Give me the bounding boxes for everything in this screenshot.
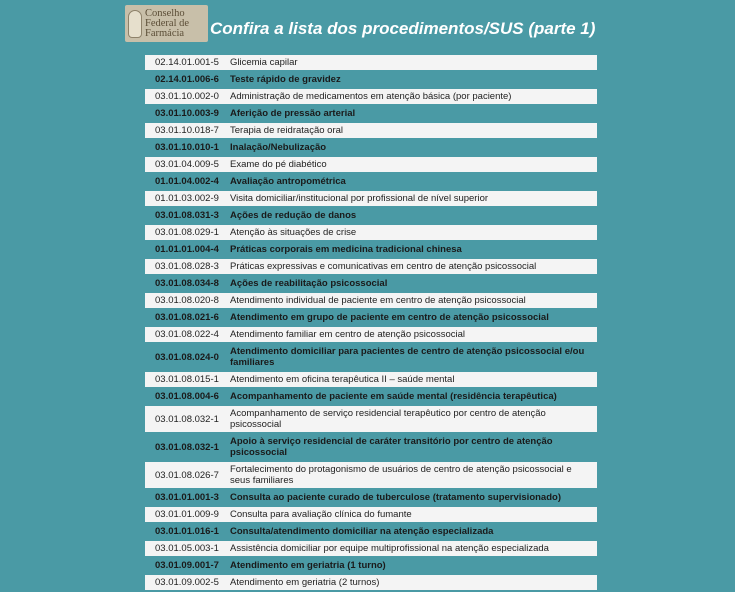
table-row xyxy=(145,191,597,206)
table-row xyxy=(145,242,597,257)
table-row xyxy=(145,389,597,404)
procedure-description: Atenção às situações de crise xyxy=(230,227,357,238)
procedure-code: 03.01.10.003-9 xyxy=(155,108,219,119)
table-row xyxy=(145,558,597,573)
logo-line-3: Farmácia xyxy=(145,27,185,39)
table-row xyxy=(145,276,597,291)
table-row xyxy=(145,406,597,432)
procedure-description: Atendimento em geriatria (2 turnos) xyxy=(230,577,380,588)
logo-text xyxy=(145,9,189,39)
procedure-code: 03.01.01.009-9 xyxy=(155,509,219,520)
procedure-description: Consulta para avaliação clínica do fumante xyxy=(230,509,412,520)
table-row xyxy=(145,344,597,370)
table-row xyxy=(145,524,597,539)
table-row xyxy=(145,157,597,172)
procedure-description: Visita domiciliar/institucional por profissional de nível superior xyxy=(230,193,489,204)
procedure-code: 03.01.08.022-4 xyxy=(155,329,219,340)
logo-line-1: Conselho xyxy=(145,7,185,19)
procedure-description: Consulta/atendimento domiciliar na atenção especializada xyxy=(230,526,494,537)
procedure-description: Atendimento domiciliar para pacientes de centro de atenção psicossocial e/ou familiares xyxy=(230,346,585,368)
procedure-description: Atendimento em oficina terapêutica II – saúde mental xyxy=(230,374,455,385)
table-row xyxy=(145,541,597,556)
procedure-code: 01.01.03.002-9 xyxy=(155,193,219,204)
procedure-code: 03.01.08.021-6 xyxy=(155,312,219,323)
procedure-description: Terapia de reidratação oral xyxy=(230,125,344,136)
procedure-code: 03.01.10.018-7 xyxy=(155,125,219,136)
procedure-description: Ações de redução de danos xyxy=(230,210,357,221)
table-row xyxy=(145,507,597,522)
procedure-description: Exame do pé diabético xyxy=(230,159,327,170)
procedure-code: 03.01.08.015-1 xyxy=(155,374,219,385)
procedure-description: Fortalecimento do protagonismo de usuários de centro de atenção psicossocial e seus familiares xyxy=(230,464,572,486)
table-row xyxy=(145,225,597,240)
procedure-description: Atendimento familiar em centro de atenção psicossocial xyxy=(230,329,465,340)
table-row xyxy=(145,123,597,138)
procedure-code: 03.01.08.020-8 xyxy=(155,295,219,306)
procedure-code: 02.14.01.001-5 xyxy=(155,57,219,68)
procedure-code: 03.01.08.032-1 xyxy=(155,413,219,425)
procedure-code: 01.01.04.002-4 xyxy=(155,176,219,187)
procedure-code: 02.14.01.006-6 xyxy=(155,74,219,85)
procedure-code: 03.01.09.001-7 xyxy=(155,560,219,571)
cff-logo xyxy=(125,5,208,42)
logo-line-2: Federal de xyxy=(145,17,190,29)
procedure-description: Acompanhamento de paciente em saúde mental (residência terapêutica) xyxy=(230,391,557,402)
table-row xyxy=(145,293,597,308)
table-row xyxy=(145,575,597,590)
procedure-code: 03.01.08.034-8 xyxy=(155,278,219,289)
procedure-code: 01.01.01.004-4 xyxy=(155,244,219,255)
procedure-code: 03.01.08.028-3 xyxy=(155,261,219,272)
procedure-code: 03.01.04.009-5 xyxy=(155,159,219,170)
procedure-code: 03.01.08.031-3 xyxy=(155,210,219,221)
procedure-description: Apoio à serviço residencial de caráter transitório por centro de atenção psicossocial xyxy=(230,436,553,458)
procedure-description: Acompanhamento de serviço residencial terapêutico por centro de atenção psicossocial xyxy=(230,408,546,430)
table-row xyxy=(145,327,597,342)
table-row xyxy=(145,72,597,87)
procedure-code: 03.01.08.032-1 xyxy=(155,441,219,453)
procedure-description: Avaliação antropométrica xyxy=(230,176,346,187)
procedure-code: 03.01.10.010-1 xyxy=(155,142,219,153)
procedures-table xyxy=(145,55,597,592)
table-row xyxy=(145,434,597,460)
procedure-description: Atendimento em grupo de paciente em centro de atenção psicossocial xyxy=(230,312,549,323)
table-row xyxy=(145,490,597,505)
procedure-code: 03.01.08.026-7 xyxy=(155,469,219,481)
procedure-description: Práticas corporais em medicina tradicional chinesa xyxy=(230,244,462,255)
table-row xyxy=(145,140,597,155)
procedure-code: 03.01.08.004-6 xyxy=(155,391,219,402)
procedure-code: 03.01.01.016-1 xyxy=(155,526,219,537)
procedure-description: Administração de medicamentos em atenção básica (por paciente) xyxy=(230,91,512,102)
procedure-description: Consulta ao paciente curado de tuberculose (tratamento supervisionado) xyxy=(230,492,561,503)
procedure-description: Atendimento individual de paciente em centro de atenção psicossocial xyxy=(230,295,526,306)
procedure-description: Inalação/Nebulização xyxy=(230,142,327,153)
table-row xyxy=(145,259,597,274)
procedure-description: Teste rápido de gravidez xyxy=(230,74,341,85)
table-row xyxy=(145,106,597,121)
procedure-code: 03.01.10.002-0 xyxy=(155,91,219,102)
table-row xyxy=(145,310,597,325)
table-row xyxy=(145,55,597,70)
cff-emblem-icon xyxy=(128,10,142,38)
procedure-code: 03.01.05.003-1 xyxy=(155,543,219,554)
procedure-description: Ações de reabilitação psicossocial xyxy=(230,278,388,289)
procedure-description: Aferição de pressão arterial xyxy=(230,108,356,119)
table-row xyxy=(145,208,597,223)
procedure-code: 03.01.09.002-5 xyxy=(155,577,219,588)
procedure-description: Práticas expressivas e comunicativas em centro de atenção psicossocial xyxy=(230,261,537,272)
table-row xyxy=(145,89,597,104)
page-title: Confira a lista dos procedimentos/SUS (parte 1) xyxy=(210,19,596,38)
table-row xyxy=(145,462,597,488)
procedure-description: Atendimento em geriatria (1 turno) xyxy=(230,560,386,571)
procedure-description: Assistência domiciliar por equipe multiprofissional na atenção especializada xyxy=(230,543,549,554)
procedure-description: Glicemia capilar xyxy=(230,57,298,68)
table-row xyxy=(145,174,597,189)
procedure-code: 03.01.01.001-3 xyxy=(155,492,219,503)
procedure-code: 03.01.08.024-0 xyxy=(155,351,219,363)
table-row xyxy=(145,372,597,387)
procedure-code: 03.01.08.029-1 xyxy=(155,227,219,238)
